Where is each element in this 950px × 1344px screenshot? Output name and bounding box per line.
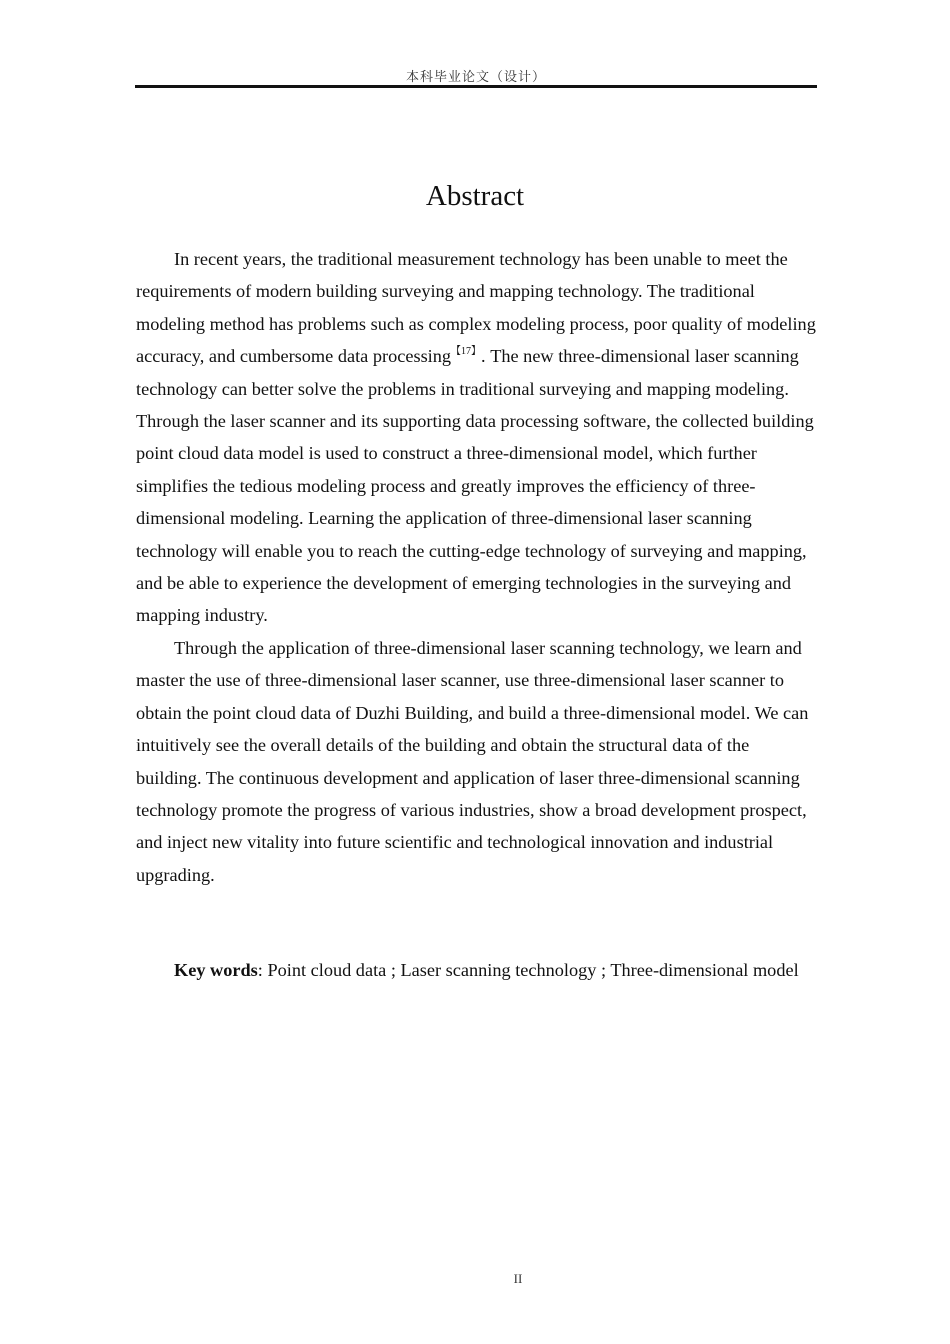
citation-marker: 【17】 [451, 346, 482, 358]
page-number: II [513, 1271, 523, 1286]
header-title: 本科毕业论文（设计） [405, 69, 546, 84]
paragraph-1-text-continued: . The new three-dimensional laser scanning technology can better solve the problems in traditional surveying and mapping modeling. Through the laser scanner and its supporting data processing software, the collected building point cloud data model is used to construct a three-dimensional model, which further simplifies the tedious modeling process and greatly improves the efficiency of three-dimensional modeling. Learning the application of three-dimensional laser scanning technology will enable you to reach the cutting-edge technology of surveying and mapping, and be able to experience the development of emerging technologies in the surveying and mapping industry. [136, 346, 814, 626]
keywords-line [136, 954, 818, 986]
abstract-paragraph-1 [136, 243, 818, 632]
abstract-title: Abstract [425, 180, 525, 212]
paragraph-1-text: In recent years, the traditional measurement technology has been unable to meet the requirements of modern building surveying and mapping technology. The traditional modeling method has problems such as complex modeling process, poor quality of modeling accuracy, and cumbersome data processing [136, 249, 816, 367]
header-divider [135, 85, 817, 88]
keywords-text: : Point cloud data ; Laser scanning technology ; Three-dimensional model [257, 960, 799, 980]
abstract-paragraph-2: Through the application of three-dimensional laser scanning technology, we learn and master the use of three-dimensional laser scanner, use three-dimensional laser scanner to obtain the point cloud data of Duzhi Building, and build a three-dimensional model. We can intuitively see the overall details of the building and obtain the structural data of the building. The continuous development and application of laser three-dimensional scanning technology promote the progress of various industries, show a broad development prospect, and inject new vitality into future scientific and technological innovation and industrial upgrading. [136, 637, 809, 885]
abstract-body [136, 243, 818, 891]
keywords-label: Key words [174, 960, 258, 980]
